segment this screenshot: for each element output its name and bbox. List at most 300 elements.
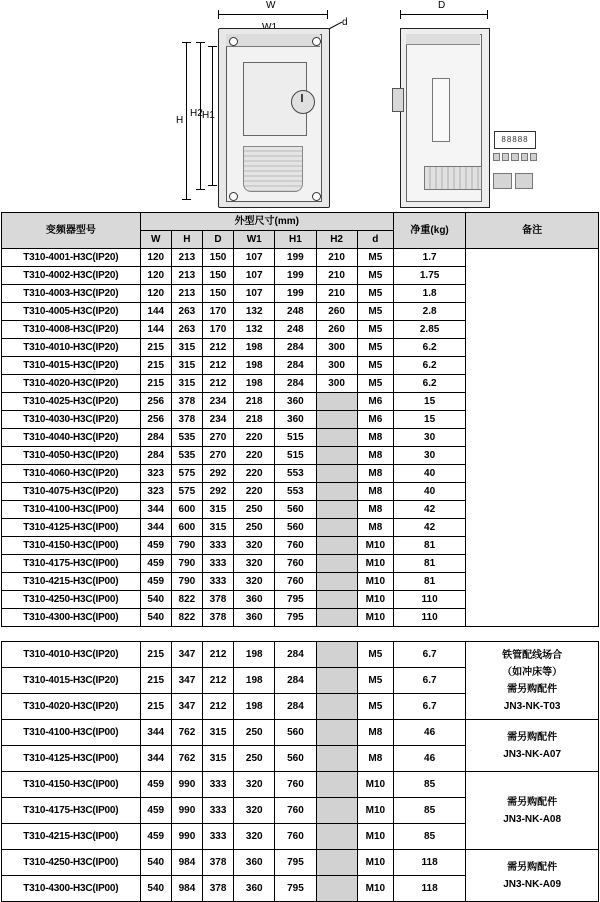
cell-w: 344 xyxy=(140,519,171,537)
cell-h1: 199 xyxy=(275,249,316,267)
cell-h2: 210 xyxy=(316,267,357,285)
cell-d: M5 xyxy=(357,339,393,357)
cell-w: 284 xyxy=(140,429,171,447)
cell-model: T310-4020-H3C(IP20) xyxy=(2,694,141,720)
cell-h1: 760 xyxy=(275,573,316,591)
cell-h1: 560 xyxy=(275,746,316,772)
header-d: D xyxy=(202,231,233,249)
cell-w1: 198 xyxy=(234,357,275,375)
mounting-hole-top-right xyxy=(312,37,321,46)
heatsink-fins xyxy=(424,166,482,190)
cell-d: 378 xyxy=(202,591,233,609)
cell-h: 790 xyxy=(171,537,202,555)
cell-d: 315 xyxy=(202,501,233,519)
cell-d: 378 xyxy=(202,609,233,627)
cell-w1: 220 xyxy=(234,483,275,501)
cell-weight: 118 xyxy=(393,876,465,902)
cell-w1: 220 xyxy=(234,429,275,447)
cell-remark: 铁管配线场合 （如冲床等） 需另购配件 JN3-NK-T03 xyxy=(466,642,599,720)
cell-d: M10 xyxy=(357,573,393,591)
cell-w: 344 xyxy=(140,501,171,519)
cell-h1: 795 xyxy=(275,591,316,609)
cell-w1: 132 xyxy=(234,303,275,321)
dim-line-w xyxy=(218,14,328,15)
cell-h2: 210 xyxy=(316,249,357,267)
cell-h1: 284 xyxy=(275,668,316,694)
cell-model: T310-4025-H3C(IP20) xyxy=(2,393,141,411)
cell-model: T310-4040-H3C(IP20) xyxy=(2,429,141,447)
cell-h1: 284 xyxy=(275,694,316,720)
cell-w: 459 xyxy=(140,537,171,555)
cell-w1: 218 xyxy=(234,411,275,429)
cell-h: 984 xyxy=(171,850,202,876)
cell-h: 990 xyxy=(171,824,202,850)
cell-h: 762 xyxy=(171,720,202,746)
cell-h2 xyxy=(316,694,357,720)
table-row xyxy=(2,850,599,876)
cell-w1: 220 xyxy=(234,447,275,465)
cell-w1: 360 xyxy=(234,591,275,609)
cell-d: M5 xyxy=(357,321,393,339)
cell-w1: 107 xyxy=(234,267,275,285)
cell-model: T310-4002-H3C(IP20) xyxy=(2,267,141,285)
cell-weight: 42 xyxy=(393,501,465,519)
cell-weight: 85 xyxy=(393,824,465,850)
header-h2: H2 xyxy=(316,231,357,249)
cell-d: M5 xyxy=(357,357,393,375)
cell-d: M5 xyxy=(357,303,393,321)
cell-d: 170 xyxy=(202,303,233,321)
header-w: W xyxy=(140,231,171,249)
cell-d: 292 xyxy=(202,483,233,501)
cell-model: T310-4005-H3C(IP20) xyxy=(2,303,141,321)
table-row xyxy=(2,642,599,668)
cell-h2 xyxy=(316,591,357,609)
cell-w1: 218 xyxy=(234,393,275,411)
cell-model: T310-4001-H3C(IP20) xyxy=(2,249,141,267)
cell-weight: 15 xyxy=(393,393,465,411)
cell-w: 459 xyxy=(140,824,171,850)
cell-h2 xyxy=(316,411,357,429)
cell-h: 263 xyxy=(171,321,202,339)
mounting-hole-bottom-left xyxy=(229,192,238,201)
cell-w: 540 xyxy=(140,850,171,876)
cell-h: 378 xyxy=(171,393,202,411)
cell-h1: 760 xyxy=(275,555,316,573)
cell-d: 212 xyxy=(203,694,234,720)
cell-w1: 198 xyxy=(234,375,275,393)
cell-model: T310-4008-H3C(IP20) xyxy=(2,321,141,339)
cell-h1: 760 xyxy=(275,824,316,850)
cell-weight: 81 xyxy=(393,537,465,555)
cell-h1: 284 xyxy=(275,339,316,357)
cell-h2: 260 xyxy=(316,303,357,321)
keypad-button-row xyxy=(493,173,533,189)
cell-d: 333 xyxy=(202,555,233,573)
cell-h2 xyxy=(316,746,357,772)
cell-weight: 6.7 xyxy=(393,642,465,668)
cell-w1: 107 xyxy=(234,285,275,303)
cell-model: T310-4100-H3C(IP00) xyxy=(2,720,141,746)
cell-h: 213 xyxy=(171,267,202,285)
cell-w: 215 xyxy=(140,668,171,694)
cell-d: M10 xyxy=(357,772,393,798)
dim-line-d-depth xyxy=(400,14,488,15)
cell-model: T310-4250-H3C(IP00) xyxy=(2,591,141,609)
cell-d: 270 xyxy=(202,429,233,447)
cell-remark xyxy=(466,249,599,627)
dim-tick-h-top xyxy=(182,42,191,43)
cell-model: T310-4175-H3C(IP00) xyxy=(2,798,141,824)
cell-d: M5 xyxy=(357,694,393,720)
cell-weight: 1.75 xyxy=(393,267,465,285)
cell-h: 347 xyxy=(171,668,202,694)
cell-weight: 81 xyxy=(393,555,465,573)
cell-model: T310-4215-H3C(IP00) xyxy=(2,573,141,591)
cell-w: 459 xyxy=(140,772,171,798)
cell-w1: 198 xyxy=(234,642,275,668)
cell-w: 256 xyxy=(140,411,171,429)
cell-h2: 300 xyxy=(316,375,357,393)
cell-d: 234 xyxy=(202,411,233,429)
cell-weight: 85 xyxy=(393,772,465,798)
cell-remark: 需另购配件 JN3-NK-A08 xyxy=(466,772,599,850)
cell-weight: 6.2 xyxy=(393,357,465,375)
cell-d: 270 xyxy=(202,447,233,465)
cell-w: 215 xyxy=(140,339,171,357)
cell-weight: 40 xyxy=(393,465,465,483)
label-h: H xyxy=(176,115,184,126)
cell-h1: 515 xyxy=(275,447,316,465)
cell-w: 215 xyxy=(140,375,171,393)
cell-w1: 250 xyxy=(234,501,275,519)
cell-d: M5 xyxy=(357,668,393,694)
cell-h2 xyxy=(316,668,357,694)
cell-w: 120 xyxy=(140,267,171,285)
cell-d: 212 xyxy=(202,339,233,357)
cell-d: 378 xyxy=(203,876,234,902)
cell-h1: 248 xyxy=(275,303,316,321)
label-d-depth: D xyxy=(438,0,446,11)
dim-tick-h1-bot xyxy=(208,185,217,186)
cell-h: 984 xyxy=(171,876,202,902)
cell-w: 459 xyxy=(140,555,171,573)
cell-d: M5 xyxy=(357,249,393,267)
cell-model: T310-4125-H3C(IP00) xyxy=(2,519,141,537)
cell-model: T310-4020-H3C(IP20) xyxy=(2,375,141,393)
cell-d: M8 xyxy=(357,465,393,483)
cell-w1: 198 xyxy=(234,694,275,720)
cell-model: T310-4150-H3C(IP00) xyxy=(2,537,141,555)
side-view-top-cap xyxy=(406,34,480,45)
table-body-accessories xyxy=(2,642,599,902)
specification-table xyxy=(1,212,599,627)
cell-h1: 515 xyxy=(275,429,316,447)
cell-d: 315 xyxy=(203,720,234,746)
cell-w1: 320 xyxy=(234,573,275,591)
cell-d: 333 xyxy=(203,798,234,824)
cell-h1: 560 xyxy=(275,720,316,746)
cell-d: 150 xyxy=(202,267,233,285)
cell-h: 990 xyxy=(171,798,202,824)
cell-d: 333 xyxy=(203,772,234,798)
cell-d: M6 xyxy=(357,393,393,411)
header-dimensions-group: 外型尺寸(mm) xyxy=(140,213,393,231)
cell-d: M8 xyxy=(357,429,393,447)
label-h1: H1 xyxy=(202,110,215,121)
cell-w1: 198 xyxy=(234,339,275,357)
cell-d: M5 xyxy=(357,285,393,303)
cell-d: M10 xyxy=(357,555,393,573)
cell-h: 315 xyxy=(171,339,202,357)
header-h1: H1 xyxy=(275,231,316,249)
cell-model: T310-4003-H3C(IP20) xyxy=(2,285,141,303)
cell-weight: 6.2 xyxy=(393,339,465,357)
cell-h2: 300 xyxy=(316,357,357,375)
cell-h2 xyxy=(316,642,357,668)
cell-h: 263 xyxy=(171,303,202,321)
cell-weight: 2.85 xyxy=(393,321,465,339)
cell-w1: 250 xyxy=(234,746,275,772)
cell-h: 790 xyxy=(171,573,202,591)
cell-weight: 15 xyxy=(393,411,465,429)
cell-h2 xyxy=(316,798,357,824)
cell-h1: 199 xyxy=(275,285,316,303)
cell-w1: 320 xyxy=(234,798,275,824)
cell-w1: 250 xyxy=(234,720,275,746)
table-row xyxy=(2,720,599,746)
cell-w: 215 xyxy=(140,694,171,720)
header-remark: 备注 xyxy=(466,213,599,249)
cell-model: T310-4015-H3C(IP20) xyxy=(2,668,141,694)
cell-w1: 198 xyxy=(234,668,275,694)
cell-h2 xyxy=(316,609,357,627)
cell-model: T310-4060-H3C(IP20) xyxy=(2,465,141,483)
table-row xyxy=(2,772,599,798)
cell-w: 344 xyxy=(140,720,171,746)
cell-d: M10 xyxy=(357,824,393,850)
cell-h1: 284 xyxy=(275,375,316,393)
header-w1: W1 xyxy=(234,231,275,249)
cell-model: T310-4050-H3C(IP20) xyxy=(2,447,141,465)
cell-model: T310-4015-H3C(IP20) xyxy=(2,357,141,375)
cell-d: M10 xyxy=(357,850,393,876)
label-d-hole: d xyxy=(342,17,348,28)
cell-model: T310-4175-H3C(IP00) xyxy=(2,555,141,573)
cell-w1: 360 xyxy=(234,876,275,902)
label-h2: H2 xyxy=(190,108,203,119)
cell-d: M5 xyxy=(357,267,393,285)
cell-w: 120 xyxy=(140,285,171,303)
cell-h: 600 xyxy=(171,501,202,519)
cell-d: 292 xyxy=(202,465,233,483)
table-body-main xyxy=(2,249,599,627)
table-header-row-1 xyxy=(2,213,599,231)
cell-h2 xyxy=(316,519,357,537)
cell-w1: 360 xyxy=(234,609,275,627)
cell-d: 212 xyxy=(203,668,234,694)
cell-h2 xyxy=(316,876,357,902)
cell-model: T310-4125-H3C(IP00) xyxy=(2,746,141,772)
cell-d: 212 xyxy=(202,357,233,375)
front-view-top-strip xyxy=(226,34,320,47)
dim-tick-h-bot xyxy=(182,199,191,200)
cell-weight: 6.7 xyxy=(393,694,465,720)
cell-d: M8 xyxy=(357,519,393,537)
cell-model: T310-4215-H3C(IP00) xyxy=(2,824,141,850)
cell-h1: 199 xyxy=(275,267,316,285)
cell-model: T310-4075-H3C(IP20) xyxy=(2,483,141,501)
cell-w1: 132 xyxy=(234,321,275,339)
cell-d: M10 xyxy=(357,591,393,609)
cell-d: 333 xyxy=(202,573,233,591)
cell-h: 213 xyxy=(171,285,202,303)
cell-h2 xyxy=(316,537,357,555)
cell-h2 xyxy=(316,429,357,447)
cell-h2 xyxy=(316,483,357,501)
cell-w: 540 xyxy=(140,876,171,902)
cell-h: 213 xyxy=(171,249,202,267)
cell-d: M10 xyxy=(357,798,393,824)
cell-d: 150 xyxy=(202,249,233,267)
cell-h1: 795 xyxy=(275,876,316,902)
cell-d: 212 xyxy=(203,642,234,668)
cell-d: M8 xyxy=(357,746,393,772)
cell-w: 256 xyxy=(140,393,171,411)
cell-weight: 85 xyxy=(393,798,465,824)
cell-weight: 6.7 xyxy=(393,668,465,694)
cell-weight: 40 xyxy=(393,483,465,501)
cell-d: 315 xyxy=(202,519,233,537)
cell-h: 822 xyxy=(171,591,202,609)
dim-tick-h2-bot xyxy=(196,189,205,190)
cell-h: 575 xyxy=(171,465,202,483)
cell-w: 344 xyxy=(140,746,171,772)
mounting-hole-bottom-right xyxy=(312,192,321,201)
cell-h2 xyxy=(316,393,357,411)
cell-h2 xyxy=(316,555,357,573)
cell-h: 378 xyxy=(171,411,202,429)
cell-d: M10 xyxy=(357,876,393,902)
cell-w: 323 xyxy=(140,465,171,483)
cell-d: M8 xyxy=(357,720,393,746)
side-view-connector xyxy=(392,88,404,112)
cell-d: M6 xyxy=(357,411,393,429)
cell-h: 347 xyxy=(171,694,202,720)
cell-h2 xyxy=(316,720,357,746)
cell-h2 xyxy=(316,573,357,591)
cell-weight: 81 xyxy=(393,573,465,591)
cell-weight: 110 xyxy=(393,609,465,627)
cell-w: 144 xyxy=(140,303,171,321)
specification-table-accessories xyxy=(1,641,599,902)
cell-remark: 需另购配件 JN3-NK-A09 xyxy=(466,850,599,902)
cell-model: T310-4300-H3C(IP00) xyxy=(2,876,141,902)
dim-tick-h1-top xyxy=(208,46,217,47)
cell-h: 315 xyxy=(171,375,202,393)
cell-h1: 760 xyxy=(275,537,316,555)
cell-w: 284 xyxy=(140,447,171,465)
cell-d: M8 xyxy=(357,501,393,519)
cell-h2 xyxy=(316,850,357,876)
cell-h: 600 xyxy=(171,519,202,537)
cell-h1: 560 xyxy=(275,519,316,537)
cell-h1: 560 xyxy=(275,501,316,519)
cell-weight: 30 xyxy=(393,429,465,447)
cell-weight: 1.8 xyxy=(393,285,465,303)
mounting-hole-top-left xyxy=(229,37,238,46)
cell-w: 540 xyxy=(140,609,171,627)
cell-h1: 248 xyxy=(275,321,316,339)
dim-tick-w-right xyxy=(327,10,328,19)
header-weight: 净重(kg) xyxy=(393,213,465,249)
keypad-display: 88888 xyxy=(494,131,536,149)
cell-weight: 6.2 xyxy=(393,375,465,393)
front-vent xyxy=(243,146,303,192)
cell-model: T310-4150-H3C(IP00) xyxy=(2,772,141,798)
cell-d: 333 xyxy=(203,824,234,850)
potentiometer-knob xyxy=(291,90,315,114)
cell-h2 xyxy=(316,772,357,798)
header-d-hole: d xyxy=(357,231,393,249)
cell-h2 xyxy=(316,824,357,850)
cell-d: M8 xyxy=(357,483,393,501)
cell-h2 xyxy=(316,465,357,483)
cell-weight: 118 xyxy=(393,850,465,876)
cell-w1: 220 xyxy=(234,465,275,483)
cell-d: 378 xyxy=(203,850,234,876)
cell-h1: 284 xyxy=(275,642,316,668)
cell-h1: 284 xyxy=(275,357,316,375)
cell-h2 xyxy=(316,501,357,519)
cell-w: 120 xyxy=(140,249,171,267)
cell-w1: 320 xyxy=(234,537,275,555)
cell-d: 212 xyxy=(202,375,233,393)
cell-h: 535 xyxy=(171,447,202,465)
cell-w1: 320 xyxy=(234,555,275,573)
cell-w1: 107 xyxy=(234,249,275,267)
cell-h: 575 xyxy=(171,483,202,501)
dim-tick-d-left xyxy=(400,10,401,19)
cell-w: 215 xyxy=(140,357,171,375)
cell-d: 315 xyxy=(203,746,234,772)
header-h: H xyxy=(171,231,202,249)
cell-h: 315 xyxy=(171,357,202,375)
cell-weight: 110 xyxy=(393,591,465,609)
cell-d: 234 xyxy=(202,393,233,411)
cell-h1: 360 xyxy=(275,393,316,411)
cell-remark: 需另购配件 JN3-NK-A07 xyxy=(466,720,599,772)
cell-weight: 46 xyxy=(393,746,465,772)
cell-d: M5 xyxy=(357,642,393,668)
cell-model: T310-4100-H3C(IP00) xyxy=(2,501,141,519)
cell-model: T310-4010-H3C(IP20) xyxy=(2,642,141,668)
cell-model: T310-4250-H3C(IP00) xyxy=(2,850,141,876)
cell-w1: 250 xyxy=(234,519,275,537)
cell-h1: 553 xyxy=(275,465,316,483)
keypad-led-row xyxy=(493,153,537,161)
cell-model: T310-4010-H3C(IP20) xyxy=(2,339,141,357)
cell-h: 790 xyxy=(171,555,202,573)
cell-w: 540 xyxy=(140,591,171,609)
cell-d: M10 xyxy=(357,609,393,627)
dim-tick-h2-top xyxy=(196,42,205,43)
cell-h: 535 xyxy=(171,429,202,447)
cell-d: M8 xyxy=(357,447,393,465)
cell-d: 170 xyxy=(202,321,233,339)
cell-model: T310-4300-H3C(IP00) xyxy=(2,609,141,627)
cell-h1: 760 xyxy=(275,798,316,824)
